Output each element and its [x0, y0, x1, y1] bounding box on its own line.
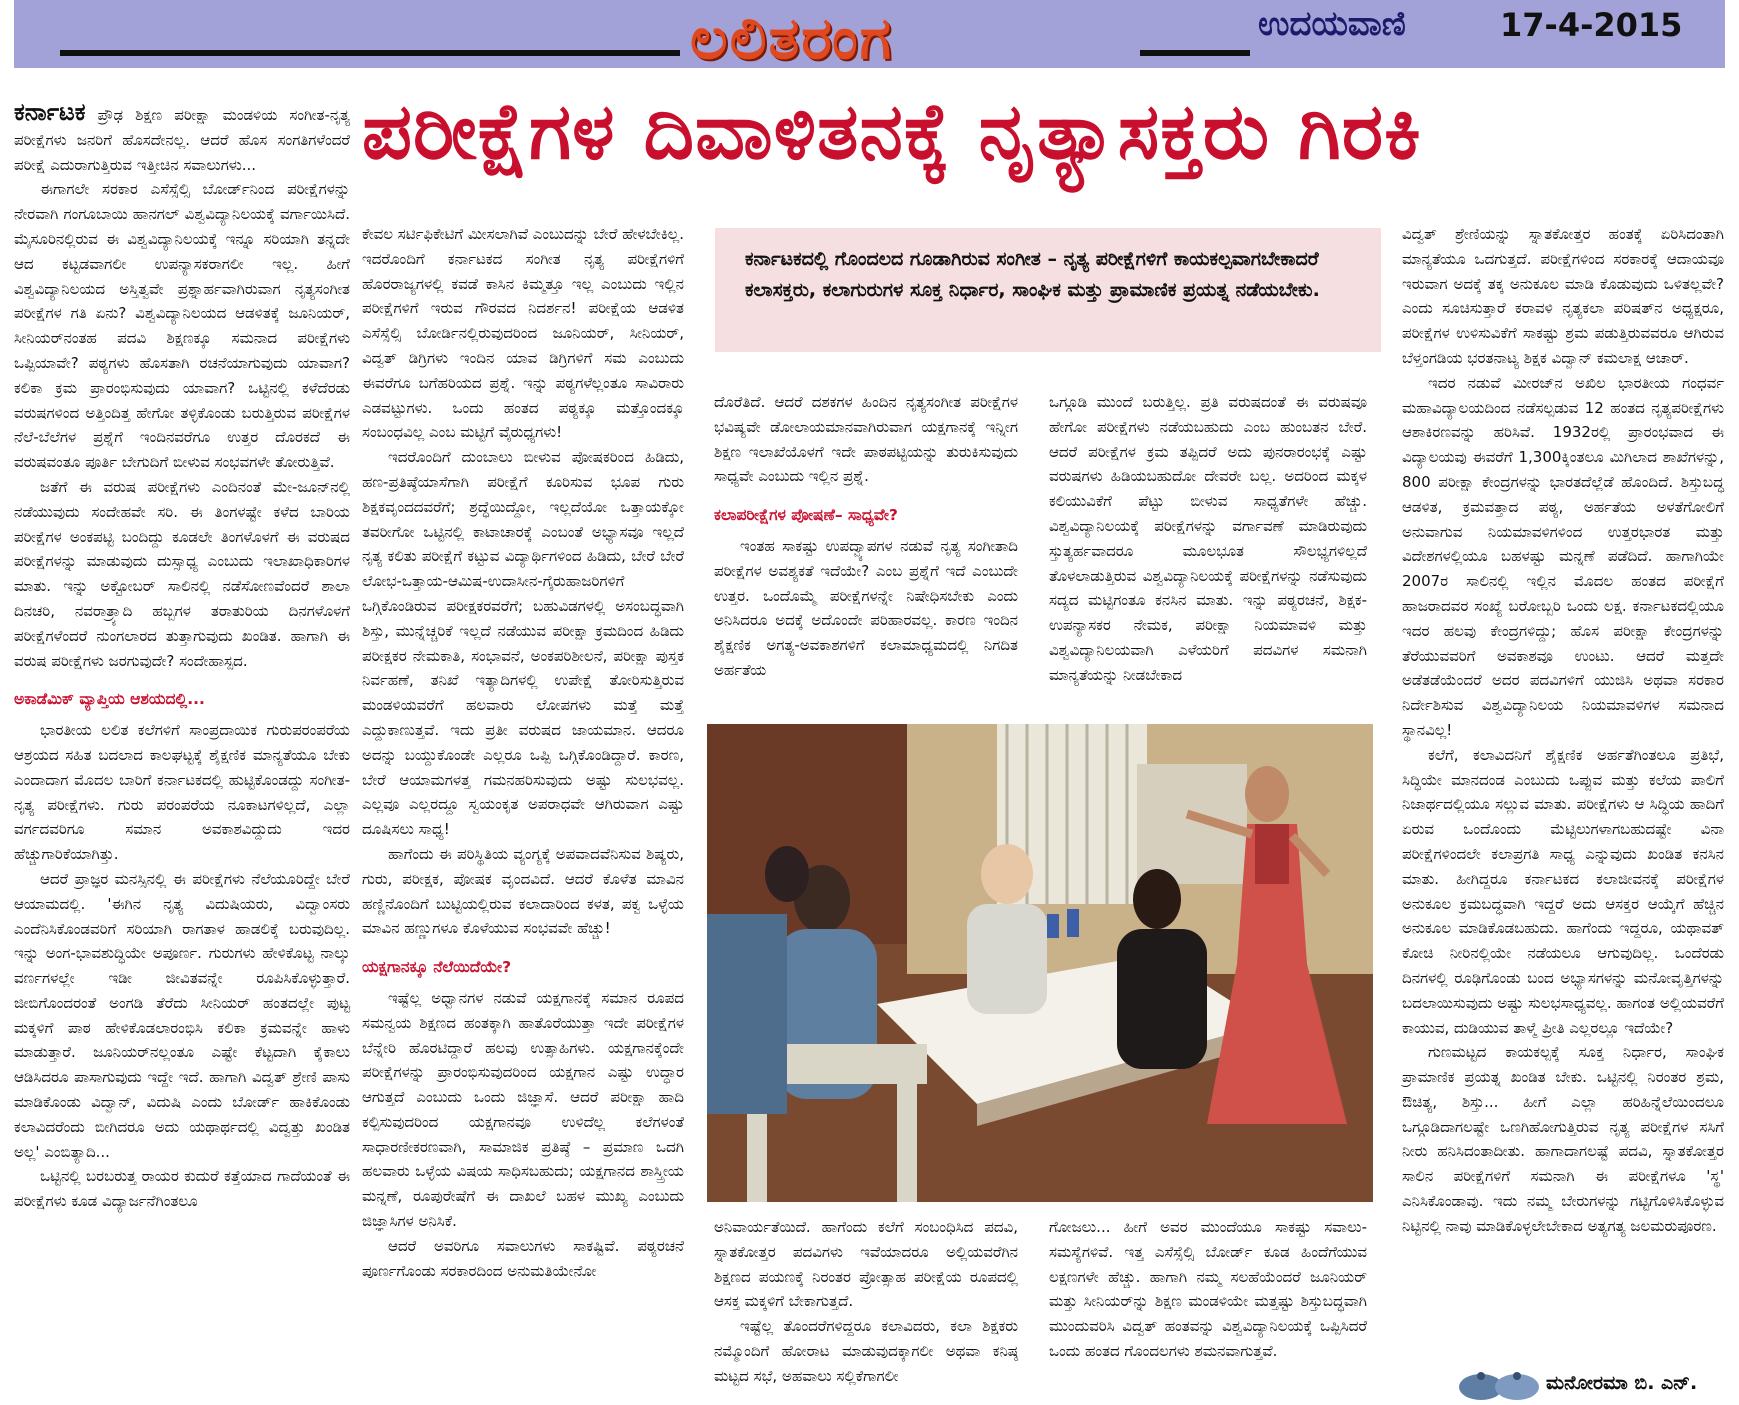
- header-rule-right: [1140, 50, 1250, 56]
- paragraph: ದೊರೆತಿದೆ. ಆದರೆ ದಶಕಗಳ ಹಿಂದಿನ ನೃತ್ಯಸಂಗೀತ ಪರೀಕ್ಷೆಗಳ ಭವಿಷ್ಯವೇ ಡೋಲಾಯಮಾನವಾಗಿರುವಾಗ ಯಕ್ಷಗಾನಕ್ಕೆ ಇನ್ನೀಗ ಶಿಕ್ಷಣ ಇಲಾಖೆಯೊಳಗೆ ಇದೇ ಪಾಠಪಟ್ಟಿಯನ್ನು ತುರುಕಿಸುವುದು ಸಾಧ್ಯವೇ ಎಂಬುದು ಇಲ್ಲಿನ ಪ್ರಶ್ನೆ.: [714, 393, 1018, 486]
- paragraph: ಭಾರತೀಯ ಲಲಿತ ಕಲೆಗಳಿಗೆ ಸಾಂಪ್ರದಾಯಿಕ ಗುರುಪರಂಪರೆಯ ಆಶ್ರಯದ ಸಹಿತ ಬದಲಾದ ಕಾಲಘಟ್ಟಕ್ಕೆ ಶೈಕ್ಷಣಿಕ ಮಾನ್ಯತೆಯೂ ಬೇಕು ಎಂದಾದಾಗ ಮೊದಲ ಬಾರಿಗೆ ಕರ್ನಾಟಕದಲ್ಲಿ ಹುಟ್ಟಿಕೊಂಡದ್ದು ಸಂಗೀತ-ನೃತ್ಯ ಪರೀಕ್ಷೆಗಳು. ಗುರು ಪರಂಪರೆಯ ನೂಕಾಟಗಳಿಲ್ಲದೆ, ಎಲ್ಲಾ ವರ್ಗದವರಿಗೂ ಸಮಾನ ಅವಕಾಶವಿದ್ದುದು ಇದರ ಹೆಚ್ಚುಗಾರಿಕೆಯಾಗಿತ್ತು.: [14, 721, 350, 864]
- header-rule-left: [60, 50, 680, 56]
- intro-drop-word: ಕರ್ನಾಟಕ: [14, 98, 86, 126]
- paragraph: ಒಟ್ಟಿನಲ್ಲಿ ಬರಬರುತ್ತ ರಾಯರ ಕುದುರೆ ಕತ್ತೆಯಾದ ಗಾದೆಯಂತೆ ಈ ಪರೀಕ್ಷೆಗಳು ಕೂಡ ವಿದ್ಯಾರ್ಜನೆಗಿಂತಲೂ: [14, 1167, 350, 1211]
- intro-paragraph: [14, 100, 350, 177]
- intro-text: ಪ್ರೌಢ ಶಿಕ್ಷಣ ಪರೀಕ್ಷಾ ಮಂಡಳಿಯ ಸಂಗೀತ-ನೃತ್ಯ ಪರೀಕ್ಷೆಗಳು ಜನರಿಗೆ ಹೊಸದೇನಲ್ಲ. ಆದರೆ ಹೊಸ ಸಂಗತಿಗಳೆಂದರೆ ಪರೀಕ್ಷೆ ಎದುರಾಗುತ್ತಿರುವ ಇತ್ತೀಚಿನ ಸವಾಲುಗಳು...: [14, 106, 350, 174]
- section-masthead: ಲಲಿತರಂಗ: [690, 4, 894, 72]
- pull-quote-box: ಕರ್ನಾಟಕದಲ್ಲಿ ಗೊಂದಲದ ಗೂಡಾಗಿರುವ ಸಂಗೀತ – ನೃತ್ಯ ಪರೀಕ್ಷೆಗಳಿಗೆ ಕಾಯಕಲ್ಪವಾಗಬೇಕಾದರೆ ಕಲಾಸಕ್ತರು, ಕಲಾಗುರುಗಳ ಸೂಕ್ತ ನಿರ್ಧಾರ, ಸಾಂಘಿಕ ಮತ್ತು ಪ್ರಾಮಾಣಿಕ ಪ್ರಯತ್ನ ನಡೆಯಬೇಕು.: [715, 228, 1381, 352]
- author-byline: ಮನೋರಮಾ ಬಿ. ಎನ್.: [1546, 1372, 1698, 1394]
- column-4-lower: [1049, 1215, 1367, 1364]
- paragraph: ಇಂತಹ ಸಾಕಷ್ಟು ಉಪದ್ವ್ಯಾಪಗಳ ನಡುವೆ ನೃತ್ಯ ಸಂಗೀತಾದಿ ಪರೀಕ್ಷೆಗಳ ಅವಶ್ಯಕತೆ ಇದೆಯೇ? ಎಂಬ ಪ್ರಶ್ನೆಗೆ ಇದೆ ಎಂಬುದೇ ಉತ್ತರ. ಒಂದೊಮ್ಮೆ ಪರೀಕ್ಷೆಗಳನ್ನೇ ನಿಷೇಧಿಸಬೇಕು ಎಂದು ಅನಿಸಿದರೂ ಅದಕ್ಕೆ ಅದೊಂದೇ ಪರಿಹಾರವಲ್ಲ. ಕಾರಣ ಇಂದಿನ ಶೈಕ್ಷಣಿಕ ಅಗತ್ಯ-ಅವಕಾಶಗಳಿಗೆ ಕಲಾಮಾಧ್ಯಮದಲ್ಲಿ ನಿಗದಿತ ಅರ್ಹತೆಯ: [714, 536, 1018, 679]
- column-5: [1402, 222, 1724, 1239]
- dance-exam-photo: [707, 724, 1373, 1202]
- column-2: [362, 222, 684, 1283]
- paragraph: ಒಗ್ಗೂಡಿ ಮುಂದೆ ಬರುತ್ತಿಲ್ಲ. ಪ್ರತಿ ವರುಷದಂತೆ ಈ ವರುಷವೂ ಹೇಗೋ ಪರೀಕ್ಷೆಗಳು ನಡೆಯಬಹುದು ಎಂಬ ಹುಂಬತನ ಬೇರೆ. ಆದರೆ ಪರೀಕ್ಷೆಗಳ ಕ್ರಮ ತಪ್ಪಿದರೆ ಅದು ಪುನರಾರಂಭಕ್ಕೆ ಎಷ್ಟು ವರುಷಗಳು ಹಿಡಿಯಬಹುದೋ ದೇವರೇ ಬಲ್ಲ. ಅದರಿಂದ ಮಕ್ಕಳ ಕಲಿಯುವಿಕೆಗೆ ಪೆಟ್ಟು ಬೀಳುವ ಸಾಧ್ಯತೆಗಳೇ ಹೆಚ್ಚು. ವಿಶ್ವವಿದ್ಯಾನಿಲಯಕ್ಕೆ ಪರೀಕ್ಷೆಗಳನ್ನು ವರ್ಗಾವಣೆ ಮಾಡಿರುವುದು ಸ್ತುತ್ಯರ್ಹವಾದರೂ ಮೂಲಭೂತ ಸೌಲಭ್ಯಗಳಿಲ್ಲದೆ ತೊಳಲಾಡುತ್ತಿರುವ ವಿಶ್ವವಿದ್ಯಾನಿಲಯಕ್ಕೆ ಪರೀಕ್ಷೆಗಳನ್ನು ನಡೆಸುವುದು ಸದ್ಯದ ಮಟ್ಟಿಗಂತೂ ಕನಸಿನ ಮಾತು. ಇನ್ನು ಪಠ್ಯರಚನೆ, ಶಿಕ್ಷಕ-ಉಪನ್ಯಾಸಕರ ನೇಮಕ, ಪರೀಕ್ಷಾ ನಿಯಮಾವಳಿ ಮತ್ತು ವಿಶ್ವವಿದ್ಯಾನಿಲಯವಾಗಿ ಎಳೆಯರಿಗೆ ಪದವಿಗಳ ಸಮನಾಗಿ ಮಾನ್ಯತೆಯನ್ನು ನೀಡಬೇಕಾದ: [1049, 393, 1367, 684]
- paragraph: ಇದರೊಂದಿಗೆ ದುಂಬಾಲು ಬೀಳುವ ಪೋಷಕರಿಂದ ಹಿಡಿದು, ಹಣ-ಪ್ರತಿಷ್ಠೆಯಾಸೆಗಾಗಿ ಪರೀಕ್ಷೆಗೆ ಕೂರಿಸುವ ಭೂಪ ಗುರು ಶಿಕ್ಷಕವೃಂದದವರೆಗೆ; ಶ್ರದ್ಧೆಯಿದ್ದೋ, ಇಲ್ಲದೆಯೋ ಒತ್ತಾಯಕ್ಕೋ ತವರೀಗೋ ಒಟ್ಟಿನಲ್ಲಿ ಕಾಟಾಚಾರಕ್ಕೆ ಎಂಬಂತೆ ಅಭ್ಯಾಸವೂ ಇಲ್ಲದೆ ನೃತ್ಯ ಕಲಿತು ಪರೀಕ್ಷೆಗೆ ಕಟ್ಟುವ ವಿದ್ಯಾರ್ಥಿಗಳಿಂದ ಹಿಡಿದು, ಬೇರೆ ಬೇರೆ ಲೋಭ-ಒತ್ತಾಯ-ಆಮಿಷ-ಉದಾಸೀನ-ಗೈರುಹಾಜರಿಗಳಿಗೆ ಒಗ್ಗಿಕೊಂಡಿರುವ ಪರೀಕ್ಷಕರವರೆಗೆ; ಬಹುವಿಡಗಳಲ್ಲಿ ಅಸಂಬದ್ಧವಾಗಿ ಶಿಸ್ತು, ಮುನ್ನೆಚ್ಚರಿಕೆ ಇಲ್ಲದೆ ನಡೆಯುವ ಪರೀಕ್ಷಾ ಕ್ರಮದಿಂದ ಹಿಡಿದು ಪರೀಕ್ಷಕರ ನೇಮಕಾತಿ, ಸಂಭಾವನೆ, ಅಂಕಪರಿಶೀಲನೆ, ಪರೀಕ್ಷಾ ಪುಸ್ತಕ ನಿರ್ವಹಣೆ, ತನಿಖೆ ಇತ್ಯಾದಿಗಳಲ್ಲಿ ಉಪೇಕ್ಷೆ ತೋರಿಸುತ್ತಿರುವ ಮಂಡಳಿಯವರೆಗೆ ಹಲವಾರು ಲೋಪಗಳು ಮತ್ತೆ ಮತ್ತೆ ಎದ್ದುಕಾಣುತ್ತವೆ. ಇದು ಪ್ರತೀ ವರುಷದ ಜಾಯಮಾನ. ಆದರೂ ಅದನ್ನು ಬಯ್ದುಕೊಂಡೇ ಎಲ್ಲರೂ ಒಪ್ಪಿ ಒಗ್ಗಿಕೊಂಡಿದ್ದಾರೆ. ಕಾರಣ, ಬೇರೆ ಆಯಾಮಗಳತ್ತ ಗಮನಹರಿಸುವುದು ಅಷ್ಟು ಸುಲಭವಲ್ಲ. ಎಲ್ಲವೂ ಎಲ್ಲರದ್ದೂ ಸ್ವಯಂಕೃತ ಅಪರಾಧವೇ ಆಗಿರುವಾಗ ಎಷ್ಟು ದೂಷಿಸಲು ಸಾಧ್ಯ!: [362, 448, 684, 839]
- paragraph: ಜತೆಗೆ ಈ ವರುಷ ಪರೀಕ್ಷೆಗಳು ಎಂದಿನಂತೆ ಮೇ-ಜೂನ್‌ನಲ್ಲಿ ನಡೆಯುವುದು ಸಂದೇಹವೇ ಸರಿ. ಈ ತಿಂಗಳಷ್ಟೇ ಕಳೆದ ಬಾರಿಯ ಪರೀಕ್ಷೆಗಳ ಅಂಕಪಟ್ಟಿ ಬಂದಿದ್ದು ಕೂಡಲೇ ತಿಂಗಳೊಳಗೆ ಈ ವರುಷದ ಪರೀಕ್ಷೆಗಳನ್ನು ಮಾಡುವುದು ದುಸ್ಸಾಧ್ಯ ಎಂಬುದು ಇಲಾಖಾಧಿಕಾರಿಗಳ ಮಾತು. ಇನ್ನು ಅಕ್ಟೋಬರ್ ಸಾಲಿನಲ್ಲಿ ನಡೆಸೋಣವೆಂದರೆ ಶಾಲಾ ದಿನಚರಿ, ನವರಾತ್ರ್ಯಾದಿ ಹಬ್ಬಗಳ ತರಾತುರಿಯ ದಿನಗಳೊಳಗೆ ಪರೀಕ್ಷೆಗಳೆಂದರೆ ನುಂಗಲಾರದ ತುತ್ತಾಗುವುದು ಖಂಡಿತ. ಹಾಗಾಗಿ ಈ ವರುಷ ಪರೀಕ್ಷೆಗಳು ಜರಗುವುದೇ? ಸಂದೇಹಾಸ್ಪದ.: [14, 477, 350, 670]
- subheading: ಕಲಾಪರೀಕ್ಷೆಗಳ ಪೋಷಣೆ– ಸಾಧ್ಯವೇ?: [714, 506, 898, 525]
- author-bells-icon: [1453, 1367, 1545, 1401]
- paragraph: ಆದರೆ ಪ್ರಾಜ್ಞರ ಮನಸ್ಸಿನಲ್ಲಿ ಈ ಪರೀಕ್ಷೆಗಳು ನೆಲೆಯೂರಿದ್ದೇ ಬೇರೆ ಆಯಾಮದಲ್ಲಿ. 'ಈಗಿನ ನೃತ್ಯ ವಿದುಷಿಯರು, ವಿದ್ವಾಂಸರು ಎಂದೆನಿಸಿಕೊಂಡವರಿಗೆ ಸರಿಯಾಗಿ ರಾಗತಾಳ ಹಾಡಲಿಕ್ಕೆ ಬರುವುದಿಲ್ಲ. ಇನ್ನು ಅಂಗ-ಭಾವಶುದ್ಧಿಯೇ ಅಪೂರ್ಣ. ಗುರುಗಳು ಹೇಳಿಕೊಟ್ಟ ನಾಲ್ಕು ವರ್ಣಗಳಲ್ಲೇ ಇಡೀ ಜೀವಿತವನ್ನೇ ರೂಪಿಸಿಕೊಳ್ಳುತ್ತಾರೆ. ಜೀಬಿಗೊಂದರಂತೆ ಅಂಗಡಿ ತೆರೆದು ಸೀನಿಯರ್ ಹಂತದಲ್ಲೇ ಪುಟ್ಟ ಮಕ್ಕಳಿಗೆ ಪಾಠ ಹೇಳಿಕೊಡಲಾರಂಭಿಸಿ ಕಲಿಕಾ ಕ್ರಮವನ್ನೇ ಹಾಳು ಮಾಡುತ್ತಾರೆ. ಜೂನಿಯರ್‌ನಲ್ಲಂತೂ ಎಷ್ಟೇ ಕೆಟ್ಟದಾಗಿ ಕೈಕಾಲು ಆಡಿಸಿದರೂ ಪಾಸಾಗುವುದು ಇದ್ದೇ ಇದೆ. ಹಾಗಾಗಿ ವಿದ್ವತ್ ಶ್ರೇಣಿ ಪಾಸು ಮಾಡಿಕೊಂಡು ವಿದ್ವಾನ್, ವಿದುಷಿ ಎಂದು ಬೋರ್ಡ್ ಹಾಕಿಕೊಂಡು ಕಲಾವಿದರೆಂದು ಬೀಗಿದರೂ ಅದು ಯಥಾರ್ಥದಲ್ಲಿ ವಿದ್ವತ್ತು ಖಂಡಿತ ಅಲ್ಲ' ಎಂಬಿತ್ಯಾದಿ...: [14, 869, 350, 1161]
- paragraph: ಕೇವಲ ಸರ್ಟಿಫಿಕೇಟಿಗೆ ಮೀಸಲಾಗಿವೆ ಎಂಬುದನ್ನು ಬೇರೆ ಹೇಳಬೇಕಿಲ್ಲ. ಇದರೊಂದಿಗೆ ಕರ್ನಾಟಕದ ಸಂಗೀತ ನೃತ್ಯ ಪರೀಕ್ಷೆಗಳಿಗೆ ಹೊರರಾಜ್ಯಗಳಲ್ಲಿ ಕವಡೆ ಕಾಸಿನ ಕಿಮ್ಮತ್ತೂ ಇಲ್ಲ ಎಂಬುದು ಇಲ್ಲಿನ ಪರೀಕ್ಷೆಗಳಿಗೆ ಇರುವ ಗೌರವದ ನಿದರ್ಶನ! ಪರೀಕ್ಷೆಯ ಆಡಳಿತ ಎಸೆಸ್ಸೆಲ್ಸಿ ಬೋರ್ಡಿನಲ್ಲಿರುವುದರಿಂದ ಜೂನಿಯರ್, ಸೀನಿಯರ್, ವಿದ್ವತ್ ಡಿಗ್ರಿಗಳು ಇಂದಿನ ಯಾವ ಡಿಗ್ರಿಗಳಿಗೆ ಸಮ ಎಂಬುದು ಈವರೆಗೂ ಬಗೆಹರಿಯದ ಪ್ರಶ್ನೆ. ಇನ್ನು ಪಠ್ಯಗಳೆಲ್ಲಂತೂ ಸಾವಿರಾರು ಎಡವಟ್ಟುಗಳು. ಒಂದು ಹಂತದ ಪಠ್ಯಕ್ಕೂ ಮತ್ತೊಂದಕ್ಕೂ ಸಂಬಂಧವಿಲ್ಲ ಎಂಬ ಮಟ್ಟಿಗೆ ವೈರುಧ್ಯಗಳು!: [362, 225, 684, 442]
- newspaper-name: ಉದಯವಾಣಿ: [1258, 4, 1406, 44]
- column-3-upper: [714, 390, 1018, 683]
- paragraph: ಗುಣಮಟ್ಟದ ಕಾಯಕಲ್ಪಕ್ಕೆ ಸೂಕ್ತ ನಿರ್ಧಾರ, ಸಾಂಘಿಕ ಪ್ರಾಮಾಣಿಕ ಪ್ರಯತ್ನ ಖಂಡಿತ ಬೇಕು. ಒಟ್ಟಿನಲ್ಲಿ ನಿರಂತರ ಶ್ರಮ, ಔಚಿತ್ಯ, ಶಿಸ್ತು... ಹೀಗೆ ಎಲ್ಲಾ ಹರಿಹಿನ್ನೆಲೆಯಿಂದಲೂ ಒಗ್ಗೂಡಿದಾಗಲಷ್ಟೇ ಒಣಗಿಹೋಗುತ್ತಿರುವ ನೃತ್ಯ ಪರೀಕ್ಷೆಗಳ ಸಸಿಗೆ ನೀರು ಹನಿಸಿದಂತಾದೀತು. ಹಾಗಾದಾಗಲಷ್ಟೆ ಪದವಿ, ಸ್ನಾತಕೋತ್ತರ ಸಾಲಿನ ಪರೀಕ್ಷೆಗಳಿಗೆ ಸಮನಾಗಿ ಈ ಪರೀಕ್ಷೆಗಳೂ 'ಸ್ಥ' ಎನಿಸಿಕೊಂಡಾವು. ಇದು ನಮ್ಮ ಬೇರುಗಳನ್ನು ಗಟ್ಟಿಗೊಳಿಸಿಕೊಳ್ಳುವ ನಿಟ್ಟಿನಲ್ಲಿ ನಾವು ಮಾಡಿಕೊಳ್ಳಲೇಬೇಕಾದ ಅತ್ಯಗತ್ಯ ಜಲಮರುಪೂರಣ.: [1402, 1043, 1724, 1235]
- publication-date: 17-4-2015: [1500, 6, 1683, 44]
- paragraph: ಅನಿವಾರ್ಯತೆಯಿದೆ. ಹಾಗೆಂದು ಕಲೆಗೆ ಸಂಬಂಧಿಸಿದ ಪದವಿ, ಸ್ನಾತಕೋತ್ತರ ಪದವಿಗಳು ಇವೆಯಾದರೂ ಅಲ್ಲಿಯವರೆಗಿನ ಶಿಕ್ಷಣದ ಪಯಣಕ್ಕೆ ನಿರಂತರ ಪ್ರೋತ್ಸಾಹ ಪರೀಕ್ಷೆಯ ರೂಪದಲ್ಲಿ ಆಸಕ್ತ ಮಕ್ಕಳಿಗೆ ಬೇಕಾಗುತ್ತದೆ.: [714, 1218, 1018, 1311]
- paragraph: ವಿದ್ವತ್ ಶ್ರೇಣಿಯನ್ನು ಸ್ನಾತಕೋತ್ತರ ಹಂತಕ್ಕೆ ಏರಿಸಿದಂತಾಗಿ ಮಾನ್ಯತೆಯೂ ಒದಗುತ್ತದೆ. ಪರೀಕ್ಷೆಗಳಿಂದ ಸರಕಾರಕ್ಕೆ ಆದಾಯವೂ ಇರುವಾಗ ಅದಕ್ಕೆ ತಕ್ಕ ಅನುಕೂಲ ಮಾಡಿ ಕೊಡುವುದು ಒಳಿತಲ್ಲವೇ? ಎಂದು ಸೂಚಿಸುತ್ತಾರೆ ಕರಾವಳಿ ನೃತ್ಯಕಲಾ ಪರಿಷತ್‌ನ ಅಧ್ಯಕ್ಷರೂ, ಪರೀಕ್ಷೆಗಳ ಉಳಿಸುವಿಕೆಗೆ ಸಾಕಷ್ಟು ಶ್ರಮ ಪಡುತ್ತಿರುವವರೂ ಆಗಿರುವ ಬೆಳ್ತಂಗಡಿಯ ಭರತನಾಟ್ಯ ಶಿಕ್ಷಕ ವಿದ್ವಾನ್ ಕಮಲಾಕ್ಷ ಆಚಾರ್.: [1402, 225, 1724, 367]
- paragraph: ಇಷ್ಟೆಲ್ಲ ಅಧ್ವಾನಗಳ ನಡುವೆ ಯಕ್ಷಗಾನಕ್ಕೆ ಸಮಾನ ರೂಪದ ಸಮನ್ವಯ ಶಿಕ್ಷಣದ ಹಂತಕ್ಕಾಗಿ ಹಾತೊರೆಯುತ್ತಾ ಇದೇ ಪರೀಕ್ಷೆಗಳ ಬೆನ್ನೇರಿ ಹೊರಟಿದ್ದಾರೆ ಹಲವು ಉತ್ಸಾಹಿಗಳು. ಯಕ್ಷಗಾನಕ್ಕೆಂದೇ ಪರೀಕ್ಷೆಗಳನ್ನು ಪ್ರಾರಂಭಿಸುವುದರಿಂದ ಯಕ್ಷಗಾನ ಎಷ್ಟು ಉದ್ಧಾರ ಆಗುತ್ತದೆ ಎಂಬುದು ಒಂದು ಜಿಜ್ಞಾಸೆ. ಆದರೆ ಪರೀಕ್ಷಾ ಹಾದಿ ಕಲ್ಪಿಸುವುದರಿಂದ ಯಕ್ಷಗಾನವೂ ಉಳಿದೆಲ್ಲ ಕಲೆಗಳಂತೆ ಸಾಧಾರಣೀಕರಣವಾಗಿ, ಸಾಮಾಜಿಕ ಪ್ರತಿಷ್ಠೆ – ಪ್ರಮಾಣ ಒದಗಿ ಹಲವಾರು ಒಳ್ಳೆಯ ವಿಷಯ ಸಾಧಿಸಬಹುದು; ಯಕ್ಷಗಾನದ ಶಾಸ್ತ್ರೀಯ ಮನ್ನಣೆ, ರೂಪುರೇಷೆಗೆ ಈ ದಾಖಲೆ ಬಹಳ ಮುಖ್ಯ ಎಂಬುದು ಜಿಜ್ಞಾಸಿಗಳ ಅನಿಸಿಕೆ.: [362, 988, 684, 1231]
- column-3-lower: [714, 1215, 1018, 1389]
- photo-illustration: [707, 724, 1373, 1202]
- column-4-upper: [1049, 390, 1367, 688]
- paragraph: ಇಷ್ಟೆಲ್ಲ ತೊಂದರೆಗಳಿದ್ದರೂ ಕಲಾವಿದರು, ಕಲಾ ಶಿಕ್ಷಕರು ನಮ್ಮೊಂದಿಗೆ ಹೋರಾಟ ಮಾಡುವುದಕ್ಕಾಗಲೀ ಅಥವಾ ಕನಿಷ್ಠ ಮಟ್ಟದ ಸಭೆ, ಅಹವಾಲು ಸಲ್ಲಿಕೆಗಾಗಲೀ: [714, 1317, 1018, 1385]
- paragraph: ಆದರೆ ಅವರಿಗೂ ಸವಾಲುಗಳು ಸಾಕಷ್ಟಿವೆ. ಪಠ್ಯರಚನೆ ಪೂರ್ಣಗೊಂಡು ಸರಕಾರದಿಂದ ಅನುಮತಿಯೇನೋ: [362, 1236, 684, 1280]
- column-1: [14, 100, 350, 1214]
- paragraph: ಹಾಗೆಂದು ಈ ಪರಿಸ್ಥಿತಿಯ ವ್ಯಂಗ್ಯಕ್ಕೆ ಅಪವಾದವೆನಿಸುವ ಶಿಷ್ಯರು, ಗುರು, ಪರೀಕ್ಷಕ, ಪೋಷಕ ವೃಂದವಿದೆ. ಆದರೆ ಕೊಳೆತ ಮಾವಿನ ಹಣ್ಣಿನೊಂದಿಗೆ ಬುಟ್ಟಿಯಲ್ಲಿರುವ ಕಲಾದಾರಿಂದ ಕಳತ, ಪಕ್ವ ಒಳ್ಳೆಯ ಮಾವಿನ ಹಣ್ಣುಗಳೂ ಕೊಳೆಯುವ ಸಂಭವವೇ ಹೆಚ್ಚು!: [362, 844, 684, 938]
- article-headline: ಪರೀಕ್ಷೆಗಳ ದಿವಾಳಿತನಕ್ಕೆ ನೃತ್ಯಾಸಕ್ತರು ಗಿರಕಿ: [362, 87, 1422, 177]
- paragraph: ಇದರ ನಡುವೆ ಮೀರಜ್‌ನ ಅಖಿಲ ಭಾರತೀಯ ಗಂಧರ್ವ ಮಹಾವಿದ್ಯಾಲಯದಿಂದ ನಡೆಸಲ್ಪಡುವ 12 ಹಂತದ ನೃತ್ಯಪರೀಕ್ಷೆಗಳು ಆಶಾಕಿರಣವನ್ನು ಹರಿಸಿವೆ. 1932ರಲ್ಲಿ ಪ್ರಾರಂಭವಾದ ಈ ವಿದ್ಯಾಲಯವು ಈವರೆಗೆ 1,300ಕ್ಕಿಂತಲೂ ಮಿಗಿಲಾದ ಶಾಖೆಗಳನ್ನು, 800 ಪರೀಕ್ಷಾ ಕೇಂದ್ರಗಳನ್ನು ಭಾರತದೆಲ್ಲೆಡೆ ಹೊಂದಿದೆ. ಶಿಸ್ತುಬದ್ಧ ಆಡಳಿತ, ಕ್ರಮವತ್ತಾದ ಪಠ್ಯ, ಅರ್ಹತೆಯ ಅಳತೆಗೋಲಿಗೆ ಅನುವಾಗುವ ನಿಯಮಾವಳಿಗಳಿಂದ ಉತ್ತರಭಾರತ ಮತ್ತು ವಿದೇಶಗಳಲ್ಲಿಯೂ ಬಹಳಷ್ಟು ಮನ್ನಣೆ ಪಡೆದಿದೆ. ಹಾಗಾಗಿಯೇ 2007ರ ಸಾಲಿನಲ್ಲಿ ಇಲ್ಲಿನ ಮೊದಲ ಹಂತದ ಪರೀಕ್ಷೆಗೆ ಹಾಜರಾದವರ ಸಂಖ್ಯೆ ಬರೋಬ್ಬರಿ ಒಂದು ಲಕ್ಷ. ಕರ್ನಾಟಕದಲ್ಲಿಯೂ ಇದರ ಹಲವು ಕೇಂದ್ರಗಳಿದ್ದು; ಹೊಸ ಪರೀಕ್ಷಾ ಕೇಂದ್ರಗಳನ್ನು ತೆರೆಯುವವರಿಗೆ ಅವಕಾಶವೂ ಉಂಟು. ಆದರೆ ಮತ್ತದೇ ಅಡೆತಡೆಯೆಂದರೆ ಅದರ ಪದವಿಗಳಿಗೆ ಯುಜಿಸಿ ಅಥವಾ ಸರಕಾರ ನಿರ್ದೇಶಿಸುವ ವಿಶ್ವವಿದ್ಯಾನಿಲಯ ನಿಯಮಾವಳಿಗಳ ಸಮನಾದ ಸ್ಥಾನವಿಲ್ಲ!: [1402, 373, 1724, 739]
- subheading: ಅಕಾಡೆಮಿಕ್ ವ್ಯಾಪ್ತಿಯ ಆಶಯದಲ್ಲಿ...: [14, 690, 205, 709]
- paragraph: ಈಗಾಗಲೇ ಸರಕಾರ ಎಸೆಸ್ಸೆಲ್ಸಿ ಬೋರ್ಡ್‌ನಿಂದ ಪರೀಕ್ಷೆಗಳನ್ನು ನೇರವಾಗಿ ಗಂಗೂಬಾಯಿ ಹಾನಗಲ್ ವಿಶ್ವವಿದ್ಯಾನಿಲಯಕ್ಕೆ ವರ್ಗಾಯಿಸಿದೆ. ಮೈಸೂರಿನಲ್ಲಿರುವ ಈ ವಿಶ್ವವಿದ್ಯಾನಿಲಯಕ್ಕೆ ಇನ್ನೂ ಸರಿಯಾಗಿ ತನ್ನದೇ ಆದ ಕಟ್ಟಡವಾಗಲೀ ಉಪನ್ಯಾಸಕರಾಗಲೀ ಇಲ್ಲ. ಹೀಗೆ ವಿಶ್ವವಿದ್ಯಾನಿಲಯದ ಅಸ್ತಿತ್ವವೇ ಪ್ರಶ್ನಾರ್ಹವಾಗಿರುವಾಗ ನೃತ್ಯಸಂಗೀತ ಪರೀಕ್ಷೆಗಳ ಗತಿ ಏನು? ವಿಶ್ವವಿದ್ಯಾನಿಲಯದ ಆಡಳಿತಕ್ಕೆ ಜೂನಿಯರ್, ಸೀನಿಯರ್‌ನಂತಹ ಪದವಿ ಶಿಕ್ಷಣಕ್ಕೂ ಸಮನಾದ ಪರೀಕ್ಷೆಗಳು ಒಪ್ಪಿಯಾವೇ? ಪಠ್ಯಗಳು ಹೊಸತಾಗಿ ರಚನೆಯಾಗುವುದು ಯಾವಾಗ? ಕಲಿಕಾ ಕ್ರಮ ಪ್ರಾರಂಭಿಸುವುದು ಯಾವಾಗ? ಒಟ್ಟಿನಲ್ಲಿ ಕಳೆದೆರಡು ವರುಷಗಳಿಂದ ಅತ್ತಿಂದಿತ್ತ ಹೇಗೋ ತಳ್ಳಿಕೊಂಡು ಬರುತ್ತಿರುವ ಪರೀಕ್ಷೆಗಳ ನೆಲೆ-ಬೆಲೆಗಳ ಪ್ರಶ್ನೆಗೆ ಇಂದಿನವರೆಗೂ ಉತ್ತರ ದೊರಕದೆ ಈ ವರುಷವಂತೂ ಪೂರ್ತಿ ಬೇಗುದಿಗೆ ಬೀಳುವ ಸಂಭವಗಳೇ ತೋರುತ್ತಿವೆ.: [14, 180, 350, 472]
- paragraph: ಗೋಜಲು... ಹೀಗೆ ಅವರ ಮುಂದೆಯೂ ಸಾಕಷ್ಟು ಸವಾಲು-ಸಮಸ್ಯೆಗಳಿವೆ. ಇತ್ತ ಎಸೆಸ್ಸೆಲ್ಸಿ ಬೋರ್ಡ್ ಕೂಡ ಹಿಂದೆಗೆಯುವ ಲಕ್ಷಣಗಳೇ ಹೆಚ್ಚು. ಹಾಗಾಗಿ ನಮ್ಮ ಸಲಹೆಯೆಂದರೆ ಜೂನಿಯರ್ ಮತ್ತು ಸೀನಿಯರ್‌ನ್ನು ಶಿಕ್ಷಣ ಮಂಡಳಿಯೇ ಮತ್ತಷ್ಟು ಶಿಸ್ತುಬದ್ಧವಾಗಿ ಮುಂದುವರಿಸಿ ವಿದ್ವತ್ ಹಂತವನ್ನು ವಿಶ್ವವಿದ್ಯಾನಿಲಯಕ್ಕೆ ಒಪ್ಪಿಸಿದರೆ ಒಂದು ಹಂತದ ಗೊಂದಲಗಳು ಶಮನವಾಗುತ್ತವೆ.: [1049, 1218, 1367, 1360]
- paragraph: ಕಲೆಗೆ, ಕಲಾವಿದನಿಗೆ ಶೈಕ್ಷಣಿಕ ಅರ್ಹತೆಗಿಂತಲೂ ಪ್ರತಿಭೆ, ಸಿದ್ಧಿಯೇ ಮಾನದಂಡ ಎಂಬುದು ಒಪ್ಪುವ ಮತ್ತು ಕಲೆಯ ಪಾಲಿಗೆ ನಿಜಾರ್ಥದಲ್ಲಿಯೂ ಸಲ್ಲುವ ಮಾತು. ಪರೀಕ್ಷೆಗಳು ಆ ಸಿದ್ಧಿಯ ಹಾದಿಗೆ ಏರುವ ಒಂದೊಂದು ಮೆಟ್ಟಿಲುಗಳಾಗಬಹುದಷ್ಟೇ ವಿನಾ ಪರೀಕ್ಷೆಗಳಿಂದಲೇ ಕಲಾಪ್ರಗತಿ ಸಾಧ್ಯ ಎನ್ನುವುದು ಖಂಡಿತ ಕನಸಿನ ಮಾತು. ಹೀಗಿದ್ದರೂ ಕರ್ನಾಟಕದ ಕಲಾಜೀವನಕ್ಕೆ ಪರೀಕ್ಷೆಗಳ ಅನುಕೂಲ ಕ್ರಮಬದ್ಧವಾಗಿ ಇದ್ದರೆ ಅದು ಆಸಕ್ತರ ಆಯ್ಕೆಗೆ ಹೆಚ್ಚಿನ ಅನುಕೂಲ ಮಾಡಿಕೊಡಬಹುದು. ಹಾಗೆಂದು ಇದ್ದರೂ, ಯಥಾವತ್ ಕೋಚಿ ನೀರಿನಲ್ಲಿಯೇ ನಡೆಯಲೂ ಆಗುವುದಿಲ್ಲ. ಒಂದೆರಡು ದಿನಗಳಲ್ಲಿ ರೂಢಿಗೊಂಡು ಬಂದ ಅಭ್ಯಾಸಗಳನ್ನು ಮನೋವೃತ್ತಿಗಳನ್ನು ಬದಲಾಯಿಸುವುದು ಅಷ್ಟು ಸುಲಭಸಾಧ್ಯವಲ್ಲ. ಹಾಗಂತ ಅಲ್ಲಿಯವರೆಗೆ ಕಾಯುವ, ದುಡಿಯುವ ತಾಳ್ಮೆ ಪ್ರೀತಿ ಎಲ್ಲರಲ್ಲೂ ಇದೆಯೇ?: [1402, 745, 1724, 1037]
- subheading: ಯಕ್ಷಗಾನಕ್ಕೂ ನೆಲೆಯಿದೆಯೇ?: [362, 958, 512, 977]
